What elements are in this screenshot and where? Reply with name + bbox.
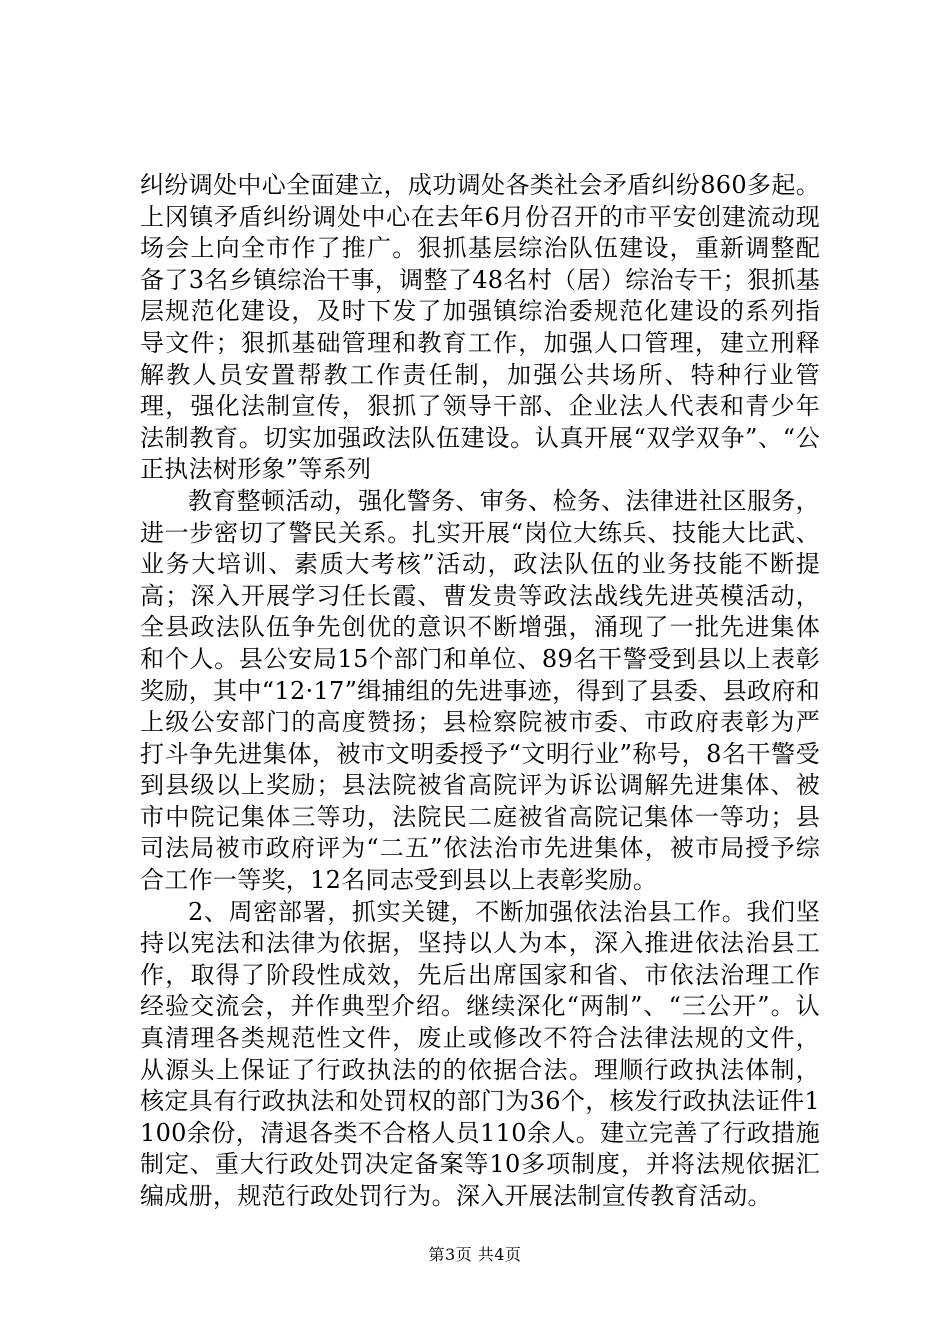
paragraph-2: 教育整顿活动，强化警务、审务、检务、法律进社区服务，进一步密切了警民关系。扎实开展“岗位大练兵、技能大比武、业务大培训、素质大考核”活动，政法队伍的业务技能不断提高；深入开展学习任长霞、曹发贵等政法战线先进英模活动，全县政法队伍争先创优的意识不断增强，涌现了一批先进集体和个人。县公安局15个部门和单位、89名干警受到县以上表彰奖励，其中“12·17”缉捕组的先进事迹，得到了县委、县政府和上级公安部门的高度赞扬；县检察院被市委、市政府表彰为严打斗争先进集体，被市文明委授予“文明行业”称号，8名干警受到县级以上奖励；县法院被省高院评为诉讼调解先进集体、被市中院记集体三等功，法院民二庭被省高院记集体一等功；县司法局被市政府评为“二五”依法治市先进集体，被市局授予综合工作一等奖，12名同志受到县以上表彰奖励。	[140, 486, 820, 895]
paragraph-3: 2、周密部署，抓实关键，不断加强依法治县工作。我们坚持以宪法和法律为依据，坚持以人为本，深入推进依法治县工作，取得了阶段性成效，先后出席国家和省、市依法治理工作经验交流会，并作典型介绍。继续深化“两制”、“三公开”。认真清理各类规范性文件，废止或修改不符合法律法规的文件，从源头上保证了行政执法的的依据合法。理顺行政执法体制，核定具有行政执法和处罚权的部门为36个，核发行政执法证件1100余份，清退各类不合格人员110余人。建立完善了行政措施制定、重大行政处罚决定备案等10多项制度，并将法规依据汇编成册，规范行政处罚行为。深入开展法制宣传教育活动。	[140, 897, 820, 1210]
document-body	[140, 170, 820, 1213]
page-number-footer: 第3页 共4页	[428, 1245, 522, 1264]
paragraph-1: 纠纷调处中心全面建立，成功调处各类社会矛盾纠纷860多起。上冈镇矛盾纠纷调处中心在去年6月份召开的市平安创建流动现场会上向全市作了推广。狠抓基层综治队伍建设，重新调整配备了3名乡镇综治干事，调整了48名村（居）综治专干；狠抓基层规范化建设，及时下发了加强镇综治委规范化建设的系列指导文件；狠抓基础管理和教育工作，加强人口管理，建立刑释解教人员安置帮教工作责任制，加强公共场所、特种行业管理，强化法制宣传，狠抓了领导干部、企业法人代表和青少年法制教育。切实加强政法队伍建设。认真开展“双学双争”、“公正执法树形象”等系列	[140, 171, 820, 484]
